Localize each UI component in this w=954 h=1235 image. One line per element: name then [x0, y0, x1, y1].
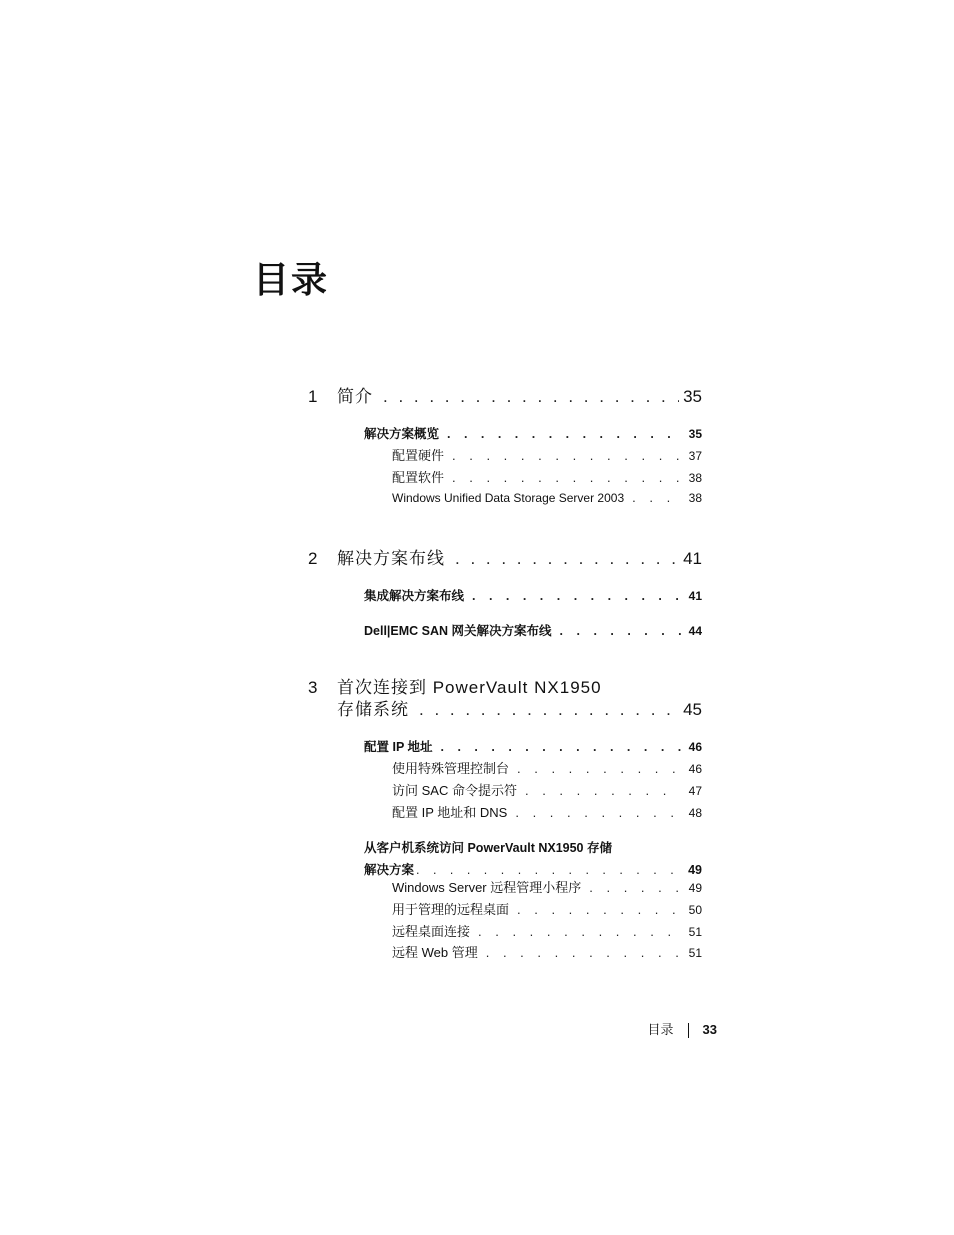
entry-title: 配置软件 — [392, 470, 445, 485]
entry-page: 51 — [688, 946, 702, 960]
entry-page: 41 — [688, 589, 702, 603]
entry-title: 远程 Web 管理 — [392, 945, 478, 960]
toc-entry[interactable] — [392, 879, 702, 897]
dot-leader — [515, 804, 680, 822]
toc-chapter-3[interactable] — [308, 677, 702, 721]
entry-title: 使用特殊管理控制台 — [392, 761, 510, 776]
entry-page: 50 — [688, 903, 702, 917]
entry-title: 配置硬件 — [392, 448, 445, 463]
entry-title-line2: 解决方案 — [364, 863, 415, 877]
footer-separator — [688, 1023, 689, 1038]
toc-entry[interactable] — [392, 489, 702, 507]
toc-entry[interactable] — [392, 469, 702, 487]
toc-entry[interactable] — [392, 447, 702, 465]
dot-leader — [478, 923, 681, 941]
entry-page: 38 — [688, 491, 702, 505]
entry-title: Windows Unified Data Storage Server 2003 — [392, 491, 625, 505]
entry-page: 46 — [688, 762, 702, 776]
toc-entry[interactable] — [392, 923, 702, 941]
dot-leader — [416, 861, 680, 879]
entry-page: 49 — [688, 881, 702, 895]
toc-chapter-2[interactable] — [308, 548, 702, 570]
chapter-title: 简介 — [337, 387, 373, 406]
page-footer — [648, 1020, 717, 1040]
chapter-page: 41 — [683, 549, 702, 568]
dot-leader — [452, 447, 681, 465]
dot-leader — [441, 738, 681, 756]
entry-title: 解决方案概览 — [364, 427, 440, 441]
entry-page: 46 — [688, 740, 702, 754]
entry-page: 51 — [688, 925, 702, 939]
dot-leader — [419, 699, 679, 721]
dot-leader — [517, 901, 681, 919]
entry-page: 49 — [688, 863, 702, 877]
dot-leader — [517, 760, 681, 778]
toc-entry[interactable] — [392, 804, 702, 822]
chapter-number: 3 — [308, 678, 318, 697]
dot-leader — [560, 622, 681, 640]
dot-leader — [472, 587, 681, 605]
entry-title: 配置 IP 地址和 DNS — [392, 805, 508, 820]
dot-leader — [447, 425, 681, 443]
entry-title: 访问 SAC 命令提示符 — [392, 783, 517, 798]
toc-entry[interactable] — [364, 738, 702, 756]
entry-page: 47 — [688, 784, 702, 798]
chapter-title: 解决方案布线 — [337, 549, 445, 568]
entry-title-line1: 从客户机系统访问 PowerVault NX1950 存储 — [364, 841, 612, 855]
dot-leader — [383, 386, 679, 408]
entry-page: 38 — [688, 471, 702, 485]
footer-label: 目录 — [647, 1022, 674, 1037]
entry-title: 用于管理的远程桌面 — [392, 902, 510, 917]
toc-chapter-1[interactable] — [308, 386, 702, 408]
page-title: 目录 — [253, 259, 330, 300]
dot-leader — [525, 782, 681, 800]
toc-entry[interactable] — [364, 425, 702, 443]
toc-entry[interactable] — [392, 944, 702, 962]
chapter-number: 1 — [308, 387, 318, 406]
entry-title: 集成解决方案布线 — [364, 589, 465, 603]
chapter-page: 35 — [683, 387, 702, 406]
toc-entry-two-line[interactable] — [364, 839, 702, 879]
dot-leader — [452, 469, 681, 487]
entry-title: 配置 IP 地址 — [364, 740, 433, 754]
dot-leader — [589, 879, 680, 897]
entry-page: 44 — [688, 624, 702, 638]
entry-page: 35 — [688, 427, 702, 441]
toc-entry[interactable] — [364, 587, 702, 605]
toc-entry[interactable] — [392, 760, 702, 778]
dot-leader — [486, 944, 681, 962]
toc-entry[interactable] — [392, 901, 702, 919]
dot-leader — [632, 489, 681, 507]
chapter-title-line1: 首次连接到 PowerVault NX1950 — [337, 678, 602, 697]
toc-entry[interactable] — [392, 782, 702, 800]
entry-page: 37 — [688, 449, 702, 463]
chapter-page: 45 — [683, 700, 702, 719]
chapter-title-line2: 存储系统 — [337, 700, 409, 719]
entry-title: 远程桌面连接 — [392, 924, 471, 939]
entry-title: Dell|EMC SAN 网关解决方案布线 — [364, 624, 552, 638]
entry-page: 48 — [688, 806, 702, 820]
toc-entry[interactable] — [364, 622, 702, 640]
chapter-number: 2 — [308, 549, 318, 568]
dot-leader — [455, 548, 679, 570]
entry-title: Windows Server 远程管理小程序 — [392, 880, 582, 895]
footer-page-number: 33 — [702, 1022, 717, 1037]
